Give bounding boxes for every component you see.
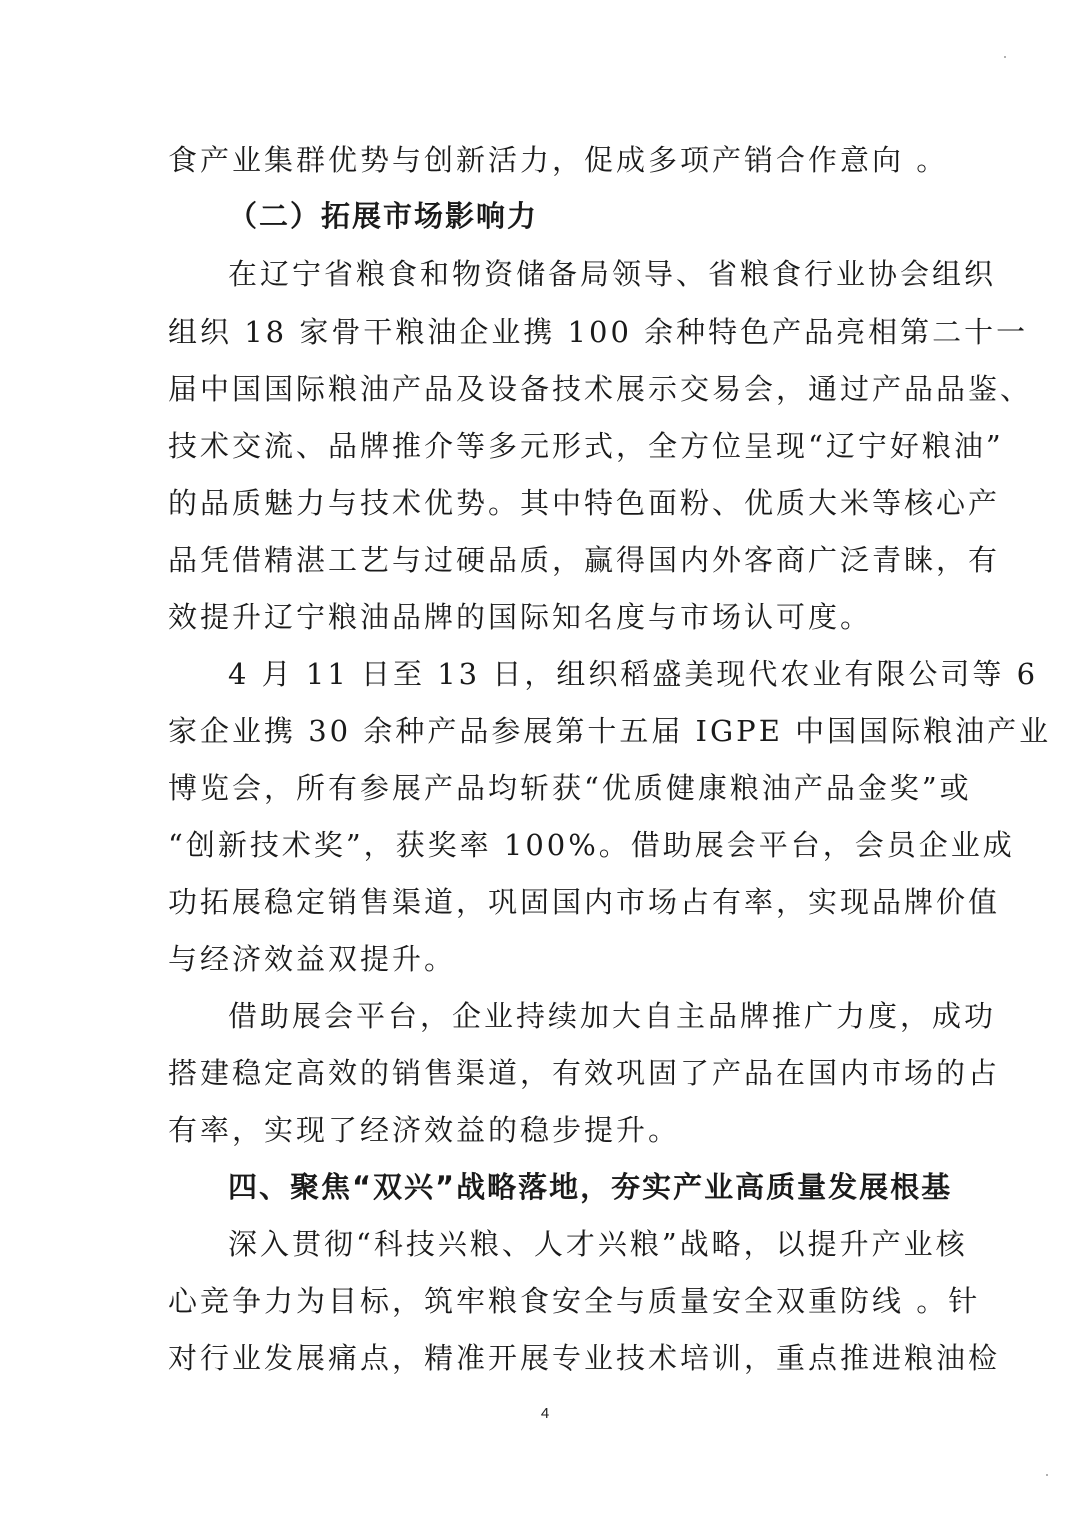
- paragraph-line: 深入贯彻“科技兴粮、人才兴粮”战略，以提升产业核: [228, 1227, 968, 1261]
- section-heading: （二）拓展市场影响力: [228, 199, 539, 233]
- paragraph-line: 在辽宁省粮食和物资储备局领导、省粮食行业协会组织: [228, 257, 997, 291]
- paragraph-line: 4 月 11 日至 13 日，组织稻盛美现代农业有限公司等 6: [228, 657, 1039, 691]
- paragraph-line: 品凭借精湛工艺与过硬品质，赢得国内外客商广泛青睐，有: [168, 543, 1001, 577]
- paragraph-line: 借助展会平台，企业持续加大自主品牌推广力度，成功: [228, 999, 997, 1033]
- paragraph-line: 搭建稳定高效的销售渠道，有效巩固了产品在国内市场的占: [168, 1056, 1001, 1090]
- scan-speck: [1046, 1474, 1048, 1476]
- paragraph-line: 心竞争力为目标，筑牢粮食安全与质量安全双重防线 。针: [168, 1284, 981, 1318]
- page-number: 4: [540, 1405, 550, 1422]
- paragraph-line: 的品质魅力与技术优势。其中特色面粉、优质大米等核心产: [168, 486, 1001, 520]
- paragraph-line: 技术交流、品牌推介等多元形式，全方位呈现“辽宁好粮油”: [168, 429, 1004, 463]
- paragraph-line: 食产业集群优势与创新活力，促成多项产销合作意向 。: [168, 143, 949, 177]
- paragraph-line: “创新技术奖”，获奖率 100%。借助展会平台，会员企业成: [168, 828, 1015, 862]
- paragraph-line: 效提升辽宁粮油品牌的国际知名度与市场认可度。: [168, 600, 873, 634]
- paragraph-line: 对行业发展痛点，精准开展专业技术培训，重点推进粮油检: [168, 1341, 1001, 1375]
- paragraph-line: 家企业携 30 余种产品参展第十五届 IGPE 中国国际粮油产业: [168, 714, 1052, 748]
- paragraph-line: 有率，实现了经济效益的稳步提升。: [168, 1113, 681, 1147]
- paragraph-line: 组织 18 家骨干粮油企业携 100 余种特色产品亮相第二十一: [168, 315, 1029, 349]
- paragraph-line: 功拓展稳定销售渠道，巩固国内市场占有率，实现品牌价值: [168, 885, 1001, 919]
- section-heading: 四、聚焦“双兴”战略落地，夯实产业高质量发展根基: [228, 1170, 953, 1204]
- paragraph-line: 博览会，所有参展产品均斩获“优质健康粮油产品金奖”或: [168, 771, 972, 805]
- paragraph-line: 与经济效益双提升。: [168, 942, 457, 976]
- paragraph-line: 届中国国际粮油产品及设备技术展示交易会，通过产品品鉴、: [168, 372, 1033, 406]
- scan-speck: [1004, 56, 1006, 58]
